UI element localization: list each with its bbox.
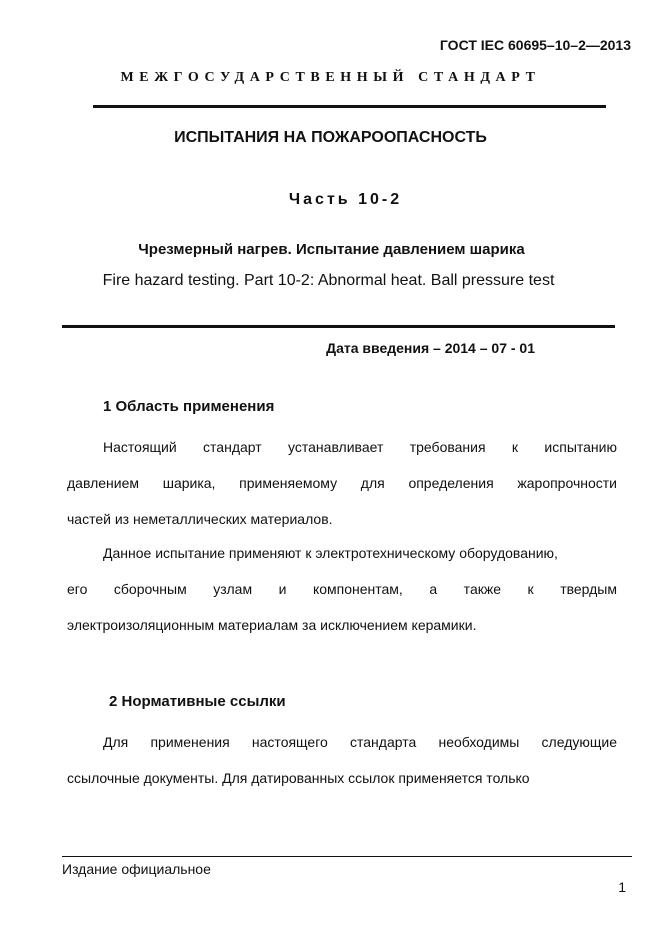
main-title: ИСПЫТАНИЯ НА ПОЖАРООПАСНОСТЬ: [174, 129, 487, 146]
paragraph-line: давлением шарика, применяемому для определения жаропрочности: [67, 475, 617, 491]
paragraph-line: ссылочные документы. Для датированных ссылок применяется только: [67, 770, 530, 786]
section-scope-paragraph-1: [67, 429, 617, 537]
paragraph-line: Настоящий стандарт устанавливает требования к испытанию: [103, 439, 617, 455]
header-rule: [93, 105, 606, 108]
section-heading-normative-references: 2 Нормативные ссылки: [109, 693, 286, 710]
introduction-date: Дата введения – 2014 – 07 - 01: [326, 340, 535, 356]
section-heading-scope: 1 Область применения: [103, 398, 275, 415]
document-code: ГОСТ IEC 60695–10–2—2013: [439, 37, 631, 53]
subtitle-english: Fire hazard testing. Part 10-2: Abnormal heat. Ball pressure test: [102, 272, 555, 289]
interstate-standard-label: МЕЖГОСУДАРСТВЕННЫЙ СТАНДАРТ: [120, 70, 541, 85]
official-edition-label: Издание официальное: [62, 861, 211, 877]
paragraph-line: его сборочным узлам и компонентам, а также к твердым: [67, 581, 617, 597]
section-scope-paragraph-2: [67, 535, 617, 643]
page-number: 1: [618, 879, 626, 895]
title-rule: [62, 325, 615, 328]
subtitle-russian: Чрезмерный нагрев. Испытание давлением шарика: [138, 241, 525, 258]
part-label: Часть 10-2: [288, 191, 403, 208]
paragraph-line: Для применения настоящего стандарта необходимы следующие: [103, 734, 617, 750]
footer-rule: [62, 856, 632, 857]
section-references-paragraph-1: [67, 724, 617, 796]
paragraph-line: электроизоляционным материалам за исключением керамики.: [67, 617, 477, 633]
paragraph-line: Данное испытание применяют к электротехническому оборудованию,: [103, 545, 558, 561]
paragraph-line: частей из неметаллических материалов.: [67, 511, 333, 527]
